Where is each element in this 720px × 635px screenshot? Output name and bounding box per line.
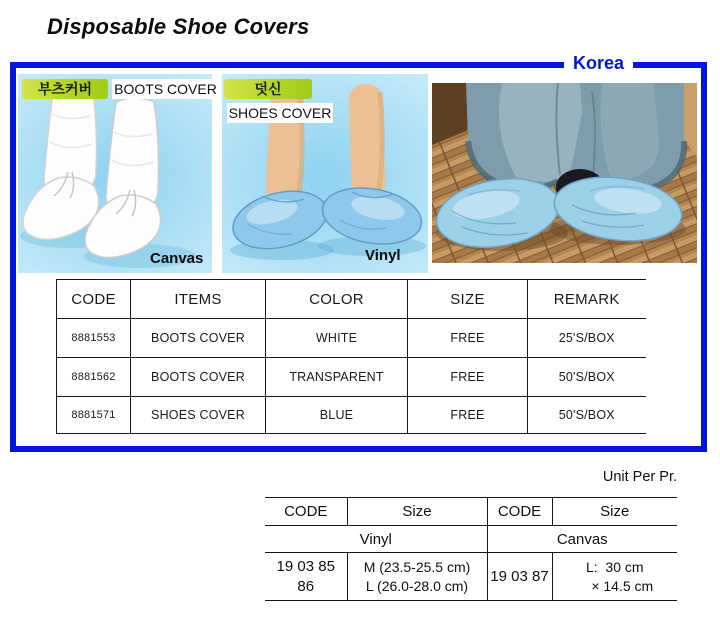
header-size: SIZE [408, 280, 528, 319]
size-cell: FREE [408, 397, 528, 434]
vinyl-material-label: Vinyl [365, 247, 401, 264]
code-cell: 8881571 [57, 397, 131, 434]
boots-korean-label: 부츠커버 [22, 79, 108, 99]
remark-cell: 50'S/BOX [528, 358, 646, 397]
photo-illustration [432, 83, 697, 263]
order-data-row [265, 553, 677, 601]
header-size-canvas: Size [552, 498, 677, 526]
vinyl-code-cell: 19 03 85 86 [265, 553, 347, 601]
vinyl-size-cell: M (23.5-25.5 cm) L (26.0-28.0 cm) [347, 553, 487, 601]
color-cell: TRANSPARENT [266, 358, 408, 397]
spec-header-row [57, 280, 646, 319]
items-cell: SHOES COVER [131, 397, 266, 434]
vinyl-group-label: Vinyl [265, 526, 487, 553]
order-header-row [265, 498, 677, 526]
canvas-code-cell: 19 03 87 [487, 553, 552, 601]
header-color: COLOR [266, 280, 408, 319]
boots-image-panel [18, 74, 212, 273]
shoes-english-label: SHOES COVER [228, 105, 332, 121]
header-size-vinyl: Size [347, 498, 487, 526]
header-items: ITEMS [131, 280, 266, 319]
canvas-material-label: Canvas [150, 250, 204, 267]
worn-shoe-covers-photo [432, 83, 697, 263]
table-row [57, 397, 646, 434]
color-cell: WHITE [266, 319, 408, 358]
code-cell: 8881562 [57, 358, 131, 397]
boots-english-label: BOOTS COVER [112, 79, 219, 99]
page-title: Disposable Shoe Covers [47, 14, 310, 39]
header-code: CODE [57, 280, 131, 319]
items-cell: BOOTS COVER [131, 358, 266, 397]
table-row [57, 358, 646, 397]
order-code-table [265, 497, 677, 601]
size-cell: FREE [408, 358, 528, 397]
size-cell: FREE [408, 319, 528, 358]
code-cell: 8881553 [57, 319, 131, 358]
product-spec-table [56, 279, 646, 434]
header-code-canvas: CODE [487, 498, 552, 526]
canvas-group-label: Canvas [487, 526, 677, 553]
unit-per-pair-note: Unit Per Pr. [602, 469, 677, 485]
product-frame [10, 53, 707, 452]
color-cell: BLUE [266, 397, 408, 434]
shoes-korean-label: 덧신 [224, 79, 312, 99]
canvas-size-cell: L: 30 cm × 14.5 cm [552, 553, 677, 601]
table-row [57, 319, 646, 358]
header-code-vinyl: CODE [265, 498, 347, 526]
material-group-row [265, 526, 677, 553]
items-cell: BOOTS COVER [131, 319, 266, 358]
remark-cell: 25'S/BOX [528, 319, 646, 358]
header-remark: REMARK [528, 280, 646, 319]
country-label: Korea [564, 52, 633, 74]
boots-cover-illustration [18, 74, 212, 273]
remark-cell: 50'S/BOX [528, 397, 646, 434]
